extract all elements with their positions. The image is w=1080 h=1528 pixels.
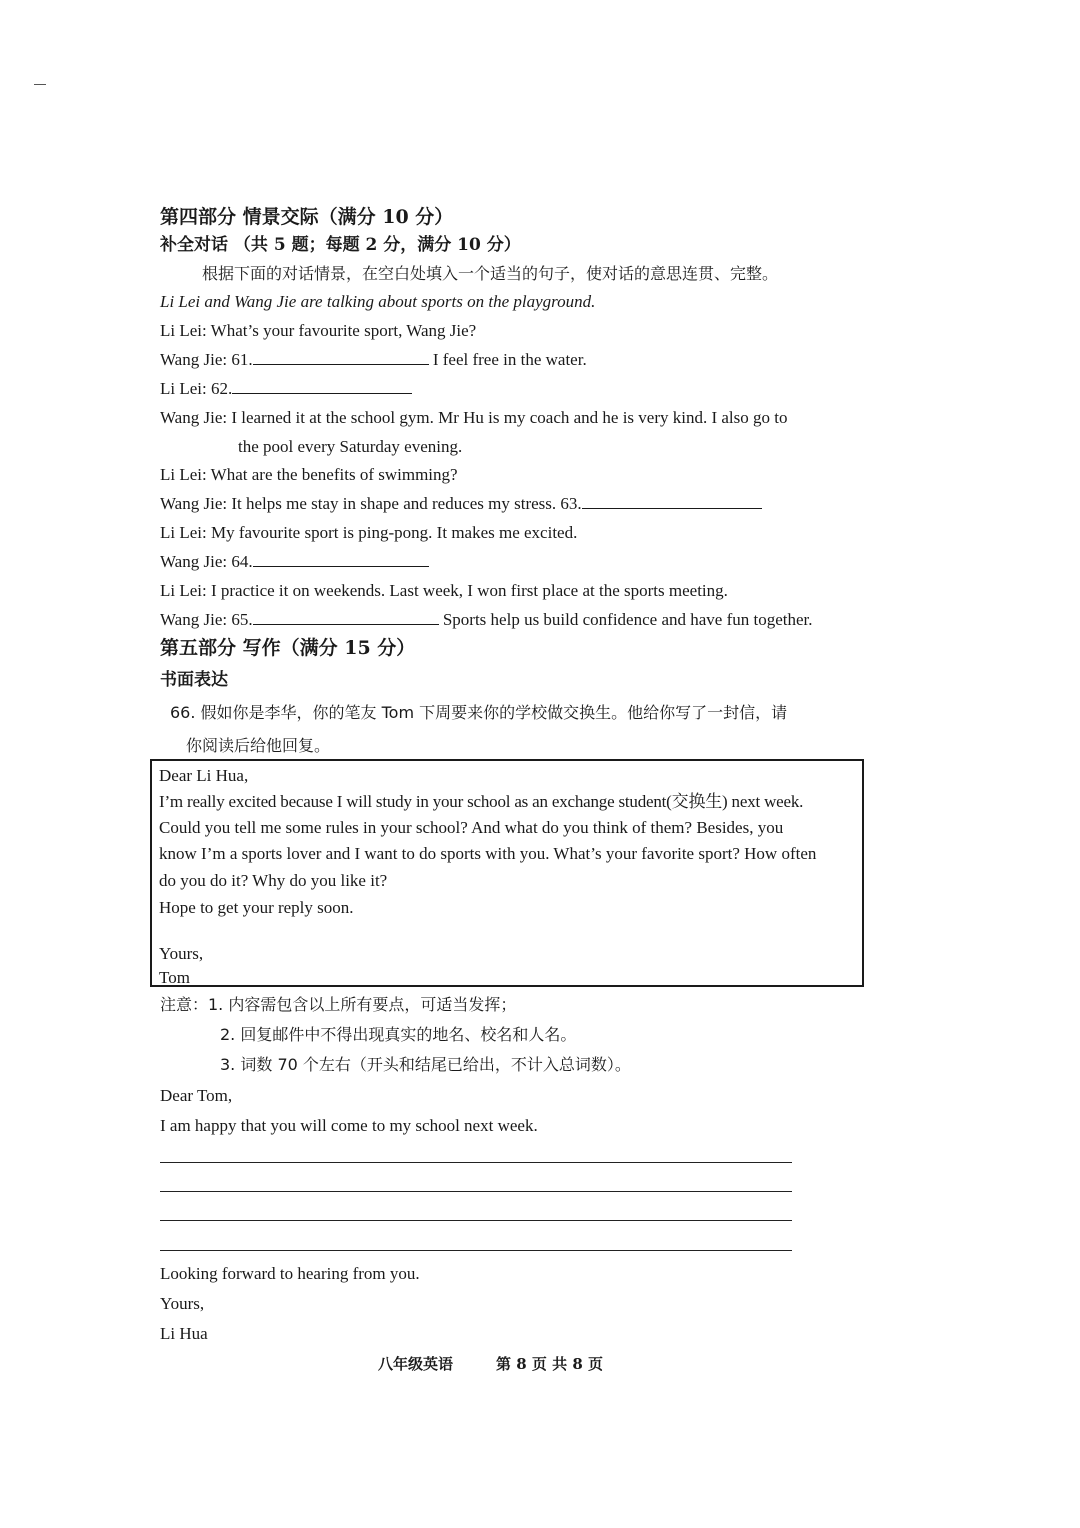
dialogue-text: I feel free in the water. (432, 350, 587, 369)
reply-signature: Li Hua (160, 1324, 208, 1343)
scan-mark (34, 84, 46, 85)
dialogue-speaker-text: Wang Jie: 64. (160, 552, 253, 571)
reply-closing-line: Looking forward to hearing from you. (160, 1264, 420, 1283)
reply-opening: I am happy that you will come to my school next week. (160, 1116, 538, 1135)
part4-instruction: 根据下面的对话情景，在空白处填入一个适当的句子，使对话的意思连贯、完整。 (202, 264, 779, 283)
dialogue-line: the pool every Saturday evening. (238, 437, 463, 456)
answer-blank-65[interactable] (253, 608, 439, 625)
footer-subject: 八年级英语 (378, 1355, 454, 1373)
note-1: 注意：1. 内容需包含以上所有要点，可适当发挥； (160, 995, 517, 1014)
dialogue-speaker-text: Wang Jie: 61. (160, 350, 253, 369)
dialogue-line-65 (160, 608, 813, 632)
dialogue-line: Wang Jie: I learned it at the school gym. Mr Hu is my coach and he is very kind. I also go to (160, 408, 788, 427)
answer-blank-62[interactable] (232, 377, 412, 394)
dialogue-line-61 (160, 348, 587, 372)
question-66-line2: 你阅读后给他回复。 (186, 736, 331, 755)
writing-line[interactable] (160, 1250, 792, 1251)
letter-body-line: Could you tell me some rules in your school? And what do you think of them? Besides, you (159, 818, 784, 837)
note-3: 3. 词数 70 个左右（开头和结尾已给出，不计入总词数）。 (220, 1055, 631, 1074)
letter-greeting: Dear Li Hua, (159, 766, 249, 785)
note-2: 2. 回复邮件中不得出现真实的地名、校名和人名。 (220, 1025, 577, 1044)
writing-line[interactable] (160, 1191, 792, 1192)
dialogue-line-62 (160, 377, 412, 401)
part5-subtitle: 书面表达 (160, 670, 228, 690)
writing-line[interactable] (160, 1220, 792, 1221)
question-66-line1: 66. 假如你是李华，你的笔友 Tom 下周要来你的学校做交换生。他给你写了一封信，请 (170, 703, 788, 722)
answer-blank-64[interactable] (253, 550, 429, 567)
dialogue-scene: Li Lei and Wang Jie are talking about sports on the playground. (160, 292, 596, 311)
part4-title: 第四部分 情景交际（满分 10 分） (160, 206, 454, 228)
letter-body-line: I’m really excited because I will study in your school as an exchange student(交换生) next week. (159, 792, 804, 811)
letter-body-line: know I’m a sports lover and I want to do sports with you. What’s your favorite sport? How often (159, 844, 817, 863)
answer-blank-63[interactable] (582, 492, 762, 509)
answer-blank-61[interactable] (253, 348, 429, 365)
dialogue-line: Li Lei: My favourite sport is ping-pong. It makes me excited. (160, 523, 578, 542)
dialogue-line-63 (160, 492, 762, 516)
letter-body-line: Hope to get your reply soon. (159, 898, 354, 917)
dialogue-line: Li Lei: I practice it on weekends. Last week, I won first place at the sports meeting. (160, 581, 728, 600)
dialogue-speaker-text: Wang Jie: 65. (160, 610, 253, 629)
letter-closing: Yours, (159, 944, 204, 963)
dialogue-speaker-text: Li Lei: 62. (160, 379, 233, 398)
dialogue-line: Li Lei: What are the benefits of swimming? (160, 465, 458, 484)
writing-line[interactable] (160, 1162, 792, 1163)
footer-page-number: 第 8 页 共 8 页 (496, 1355, 603, 1373)
reply-yours: Yours, (160, 1294, 205, 1313)
dialogue-text: Sports help us build confidence and have fun together. (442, 610, 813, 629)
letter-signature: Tom (159, 968, 190, 987)
dialogue-line-64 (160, 550, 429, 574)
reply-greeting: Dear Tom, (160, 1086, 233, 1105)
letter-body-line: do you do it? Why do you like it? (159, 871, 388, 890)
dialogue-line: Li Lei: What’s your favourite sport, Wang Jie? (160, 321, 477, 340)
dialogue-speaker-text: Wang Jie: It helps me stay in shape and reduces my stress. 63. (160, 494, 582, 513)
part4-subtitle: 补全对话 （共 5 题；每题 2 分，满分 10 分） (160, 235, 521, 255)
part5-title: 第五部分 写作（满分 15 分） (160, 637, 416, 659)
